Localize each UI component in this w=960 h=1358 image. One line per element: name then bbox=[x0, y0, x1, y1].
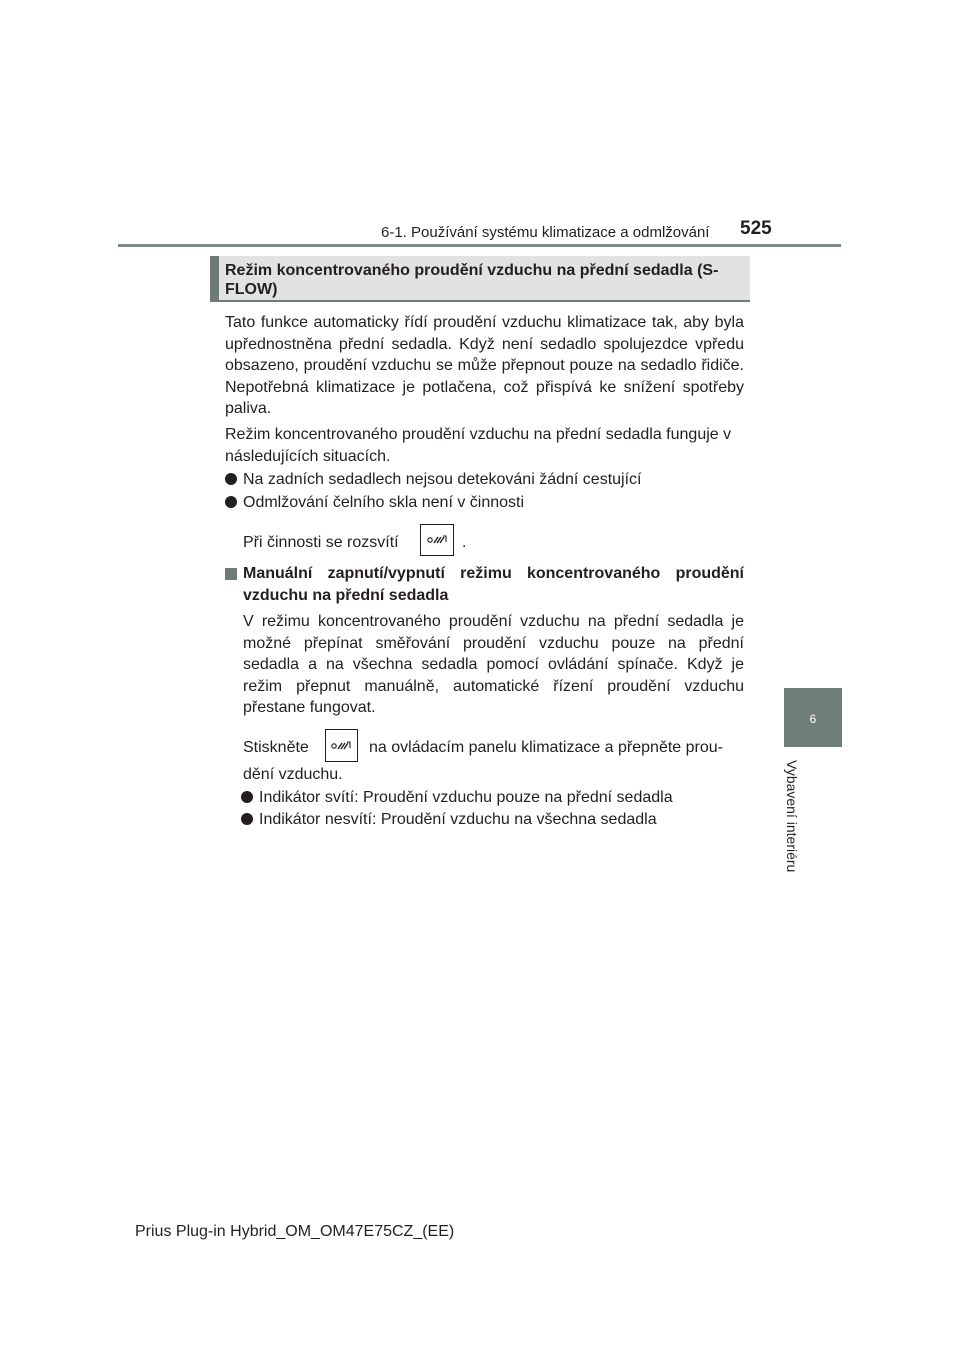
press-text-after: na ovládacím panelu klimatizace a přepněte prou- bbox=[369, 739, 723, 756]
press-text-continuation: dění vzduchu. bbox=[243, 766, 343, 783]
list-item-text: Na zadních sedadlech nejsou detekováni žádní cestující bbox=[243, 471, 642, 488]
bullet-icon bbox=[225, 496, 237, 508]
list-item-text: Indikátor svítí: Proudění vzduchu pouze na přední sedadla bbox=[259, 789, 673, 806]
s-flow-icon bbox=[420, 524, 454, 556]
footer-document-id: Prius Plug-in Hybrid_OM_OM47E75CZ_(EE) bbox=[135, 1223, 455, 1240]
s-flow-button-icon bbox=[325, 729, 358, 762]
bullet-icon bbox=[241, 813, 253, 825]
chapter-tab-number: 6 bbox=[809, 712, 817, 726]
section-heading-box bbox=[210, 256, 750, 302]
list-item-text: Odmlžování čelního skla není v činnosti bbox=[243, 494, 525, 511]
indicator-text-end: . bbox=[462, 534, 467, 551]
press-text: Stiskněte bbox=[243, 739, 309, 756]
section-marker-icon bbox=[225, 568, 237, 580]
running-header-section: 6-1. Používání systému klimatizace a odmlžování bbox=[381, 224, 710, 241]
chapter-tab-label: Vybavení interiéru bbox=[784, 760, 800, 873]
page-number: 525 bbox=[740, 218, 772, 239]
header-divider bbox=[118, 244, 841, 247]
chapter-tab-label-wrap bbox=[770, 760, 814, 874]
intro-paragraph: Tato funkce automaticky řídí proudění vzduchu klimatizace tak, aby byla upřednostněna přední sedadla. Když není sedadlo spolujezdce vpředu obsazeno, proudění vzduchu se může přepnout pouze na sedadlo řidiče. Nepotřebná klimatizace je potlačena, což přispívá ke snížení spotřeby paliva. bbox=[225, 314, 744, 417]
subheading: Manuální zapnutí/vypnutí režimu koncentrovaného proudění vzduchu na přední sedadla bbox=[243, 565, 744, 604]
situations-paragraph: Režim koncentrovaného proudění vzduchu na přední sedadla funguje v následujících situacích. bbox=[225, 426, 732, 465]
list-item-text: Indikátor nesvítí: Proudění vzduchu na všechna sedadla bbox=[259, 811, 657, 828]
section-heading: Režim koncentrovaného proudění vzduchu na přední sedadla (S-FLOW) bbox=[225, 262, 719, 298]
bullet-icon bbox=[241, 791, 253, 803]
indicator-text: Při činnosti se rozsvítí bbox=[243, 534, 399, 551]
bullet-icon bbox=[225, 473, 237, 485]
manual-paragraph: V režimu koncentrovaného proudění vzduchu na přední sedadla je možné přepínat směřování proudění vzduchu pouze na přední sedadla a na všechna sedadla pomocí ovládání spínače. Když je režim přepnut manuálně, automatické řízení proudění vzduchu přestane fungovat. bbox=[243, 613, 744, 716]
